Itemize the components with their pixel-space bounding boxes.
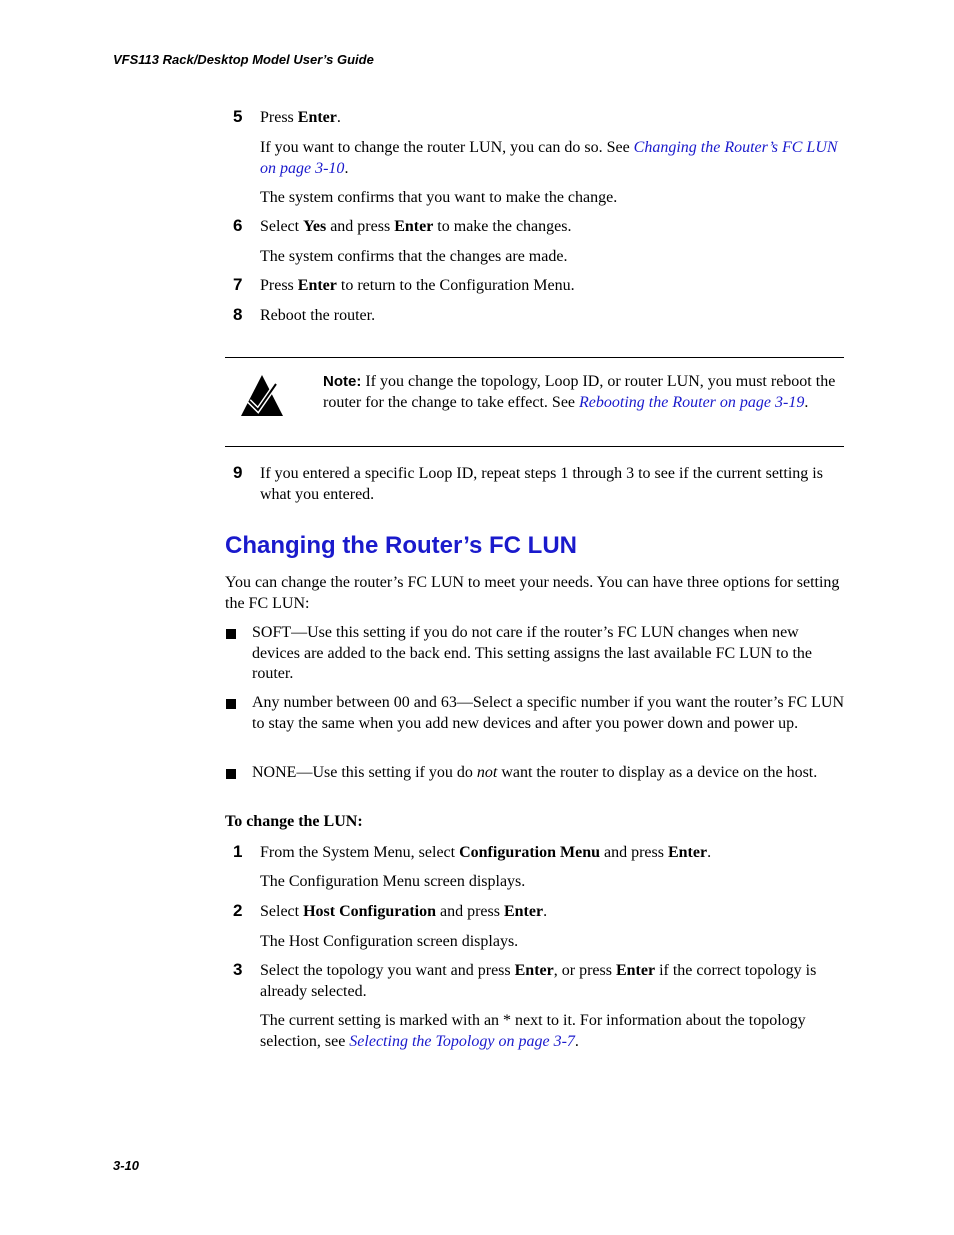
- bullet-item: Any number between 00 and 63—Select a specific number if you want the router’s FC LUN to stay the same when you add new devices and after you power down and power up.: [252, 694, 844, 732]
- running-header: VFS113 Rack/Desktop Model User’s Guide: [113, 52, 374, 67]
- step-number: 9: [233, 463, 243, 482]
- step-number: 6: [233, 216, 243, 235]
- bullet-item: NONE—Use this setting if you do not want the router to display as a device on the host.: [252, 764, 818, 781]
- step-text: Select Yes and press Enter to make the changes.: [260, 218, 572, 235]
- bullet-item: SOFT—Use this setting if you do not care if the router’s FC LUN changes when new devices are added to the back end. This setting assigns the last available FC LUN to the router.: [252, 624, 813, 682]
- step-paragraph: The system confirms that the changes are made.: [260, 248, 568, 265]
- step-number: 1: [233, 842, 243, 861]
- step-text: Press Enter to return to the Configuration Menu.: [260, 277, 575, 294]
- step-paragraph: If you want to change the router LUN, you can do so. See Changing the Router’s FC LUN on page 3-10.: [260, 139, 838, 177]
- step-number: 3: [233, 960, 243, 979]
- step-paragraph: The Host Configuration screen displays.: [260, 933, 519, 950]
- step-paragraph: The current setting is marked with an * next to it. For information about the topology selection, see Selecting the Topology on page 3-7.: [260, 1012, 806, 1050]
- cross-reference-link[interactable]: Selecting the Topology on page 3-7: [349, 1032, 575, 1050]
- step-text: If you entered a specific Loop ID, repeat steps 1 through 3 to see if the current setting is what you entered.: [260, 465, 823, 503]
- note-label: Note:: [323, 373, 362, 390]
- bullet-square-icon: [226, 629, 236, 639]
- section-heading: Changing the Router’s FC LUN: [225, 532, 577, 559]
- cross-reference-link[interactable]: Changing the Router’s FC LUN on page 3-10: [260, 139, 838, 177]
- step-text: Reboot the router.: [260, 307, 376, 324]
- step-number: 2: [233, 901, 243, 920]
- note-top-rule: [225, 357, 844, 358]
- note-bottom-rule: [225, 446, 844, 447]
- note-checkmark-icon: [240, 374, 284, 418]
- step-number: 8: [233, 305, 243, 324]
- page-number: 3-10: [113, 1158, 140, 1173]
- bullet-square-icon: [226, 699, 236, 709]
- note-text: Note: If you change the topology, Loop ID, or router LUN, you must reboot the router for the change to take effect. See Rebooting the Router on page 3-19.: [323, 373, 836, 411]
- step-paragraph: The Configuration Menu screen displays.: [260, 873, 526, 890]
- step-text: Select the topology you want and press Enter, or press Enter if the correct topology is already selected.: [260, 962, 817, 1000]
- step-text: Press Enter.: [260, 109, 341, 126]
- step-number: 5: [233, 107, 243, 126]
- step-text: Select Host Configuration and press Enter.: [260, 903, 548, 920]
- procedure-title: To change the LUN:: [225, 813, 363, 830]
- step-text: From the System Menu, select Configuration Menu and press Enter.: [260, 844, 712, 861]
- cross-reference-link[interactable]: Rebooting the Router on page 3-19: [579, 393, 805, 411]
- bullet-square-icon: [226, 769, 236, 779]
- step-number: 7: [233, 275, 243, 294]
- step-paragraph: The system confirms that you want to make the change.: [260, 189, 618, 206]
- intro-paragraph: You can change the router’s FC LUN to meet your needs. You can have three options for setting the FC LUN:: [225, 574, 840, 612]
